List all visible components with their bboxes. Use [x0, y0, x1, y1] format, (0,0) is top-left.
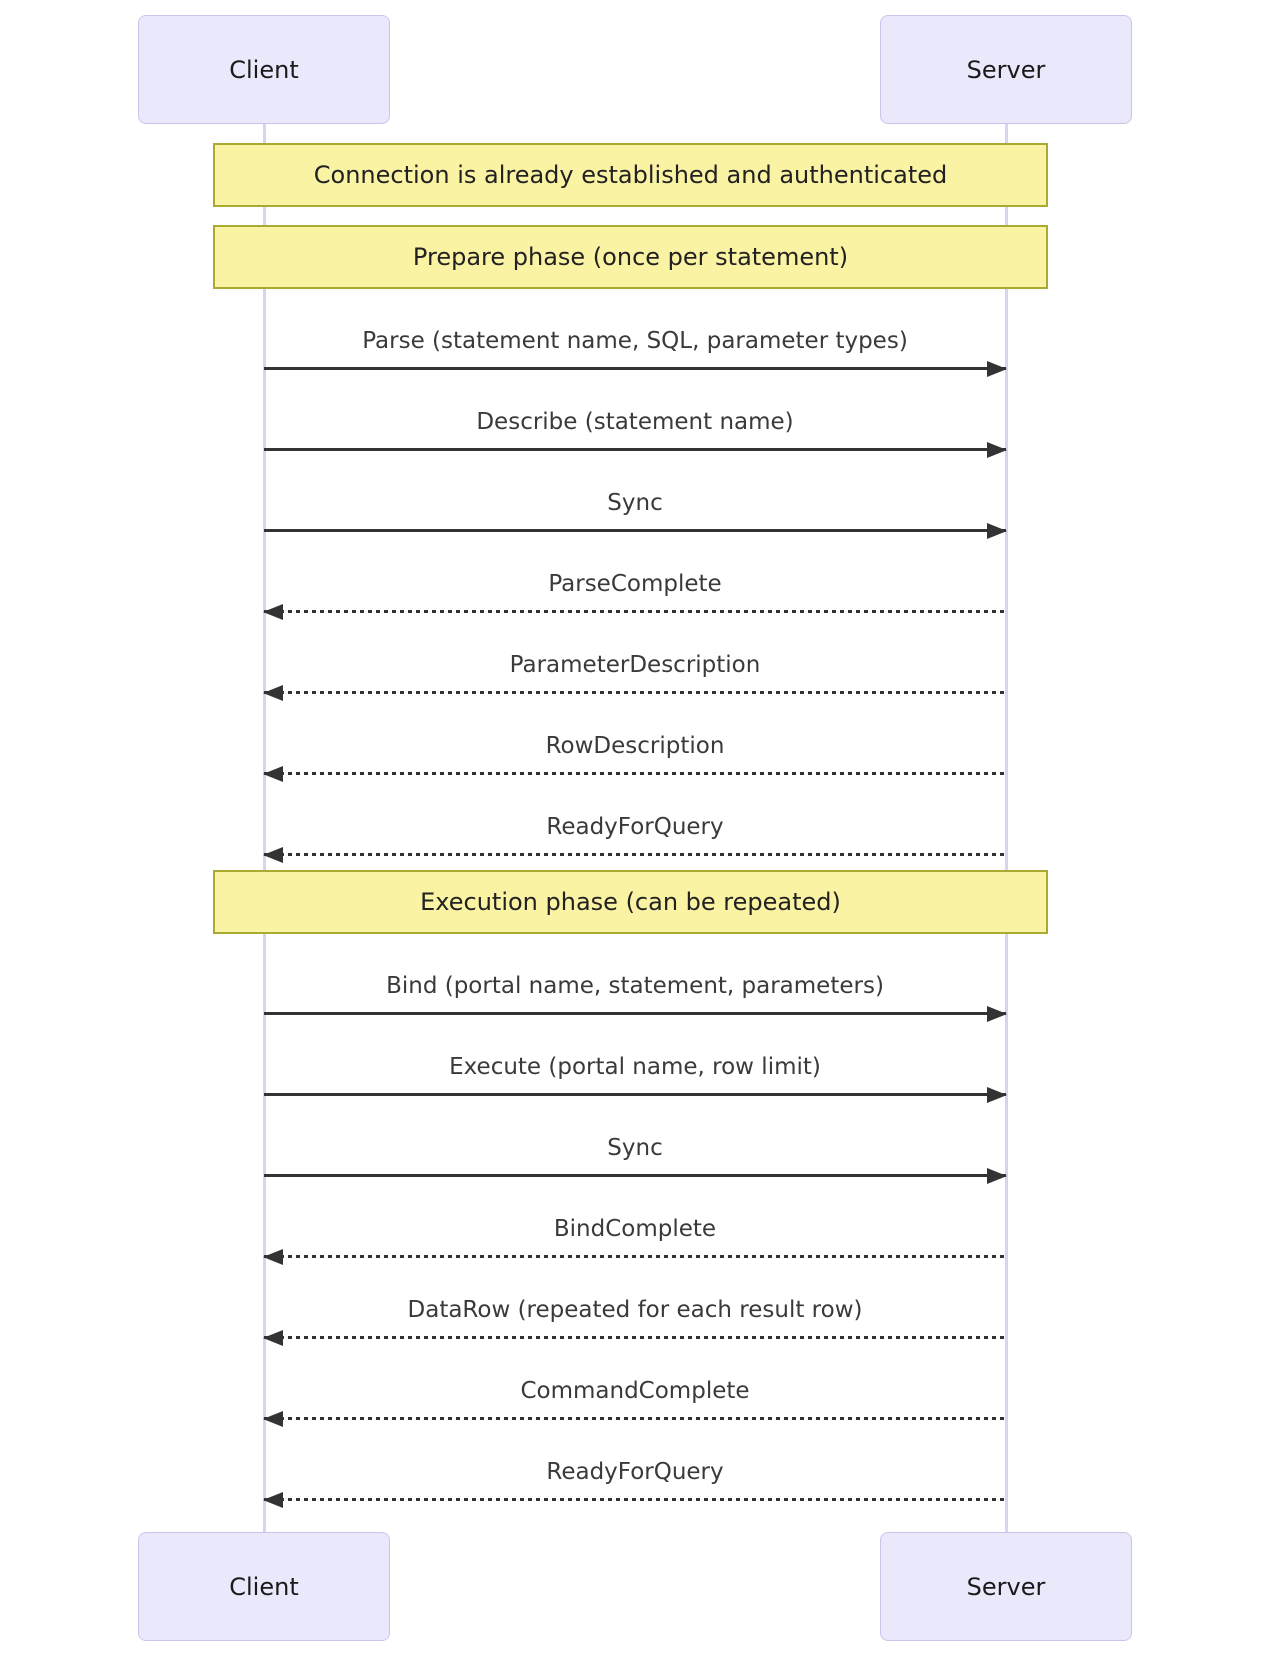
message-row [0, 613, 1269, 694]
message-row [0, 1420, 1269, 1501]
message-label: Sync [607, 490, 663, 516]
actor-label: Client [229, 55, 299, 84]
message-row [0, 694, 1269, 775]
message-line [264, 853, 1006, 856]
message-line [264, 1498, 1006, 1501]
message-label: Bind (portal name, statement, parameters) [386, 973, 884, 999]
message-label: DataRow (repeated for each result row) [407, 1297, 863, 1323]
actor-label: Client [229, 1572, 299, 1601]
message-label: Execute (portal name, row limit) [449, 1054, 821, 1080]
actor-server-bottom [880, 1532, 1132, 1641]
arrowhead-left-icon [263, 847, 283, 863]
actor-server-top [880, 15, 1132, 124]
arrowhead-left-icon [263, 1492, 283, 1508]
message-label: ParameterDescription [509, 652, 761, 678]
message-row [0, 775, 1269, 856]
message-row [0, 1339, 1269, 1420]
message-label: ReadyForQuery [546, 1459, 724, 1485]
message-label: ParseComplete [548, 571, 722, 597]
message-label: CommandComplete [520, 1378, 750, 1404]
message-row [0, 370, 1269, 451]
message-label: ReadyForQuery [546, 814, 724, 840]
actor-client-top [138, 15, 390, 124]
sequence-flow [0, 143, 1269, 1501]
note-banner: Prepare phase (once per statement) [213, 225, 1048, 289]
message-label: Parse (statement name, SQL, parameter types) [362, 328, 908, 354]
message-row [0, 934, 1269, 1015]
message-row [0, 289, 1269, 370]
message-row [0, 1096, 1269, 1177]
message-row [0, 451, 1269, 532]
message-row [0, 1177, 1269, 1258]
actor-label: Server [966, 1572, 1046, 1601]
message-label: BindComplete [553, 1216, 717, 1242]
message-row [0, 532, 1269, 613]
message-label: Describe (statement name) [476, 409, 794, 435]
note-banner: Execution phase (can be repeated) [213, 870, 1048, 934]
message-label: RowDescription [545, 733, 725, 759]
message-row [0, 1015, 1269, 1096]
note-banner: Connection is already established and authenticated [213, 143, 1048, 207]
message-row [0, 1258, 1269, 1339]
message-label: Sync [607, 1135, 663, 1161]
actor-client-bottom [138, 1532, 390, 1641]
actor-label: Server [966, 55, 1046, 84]
